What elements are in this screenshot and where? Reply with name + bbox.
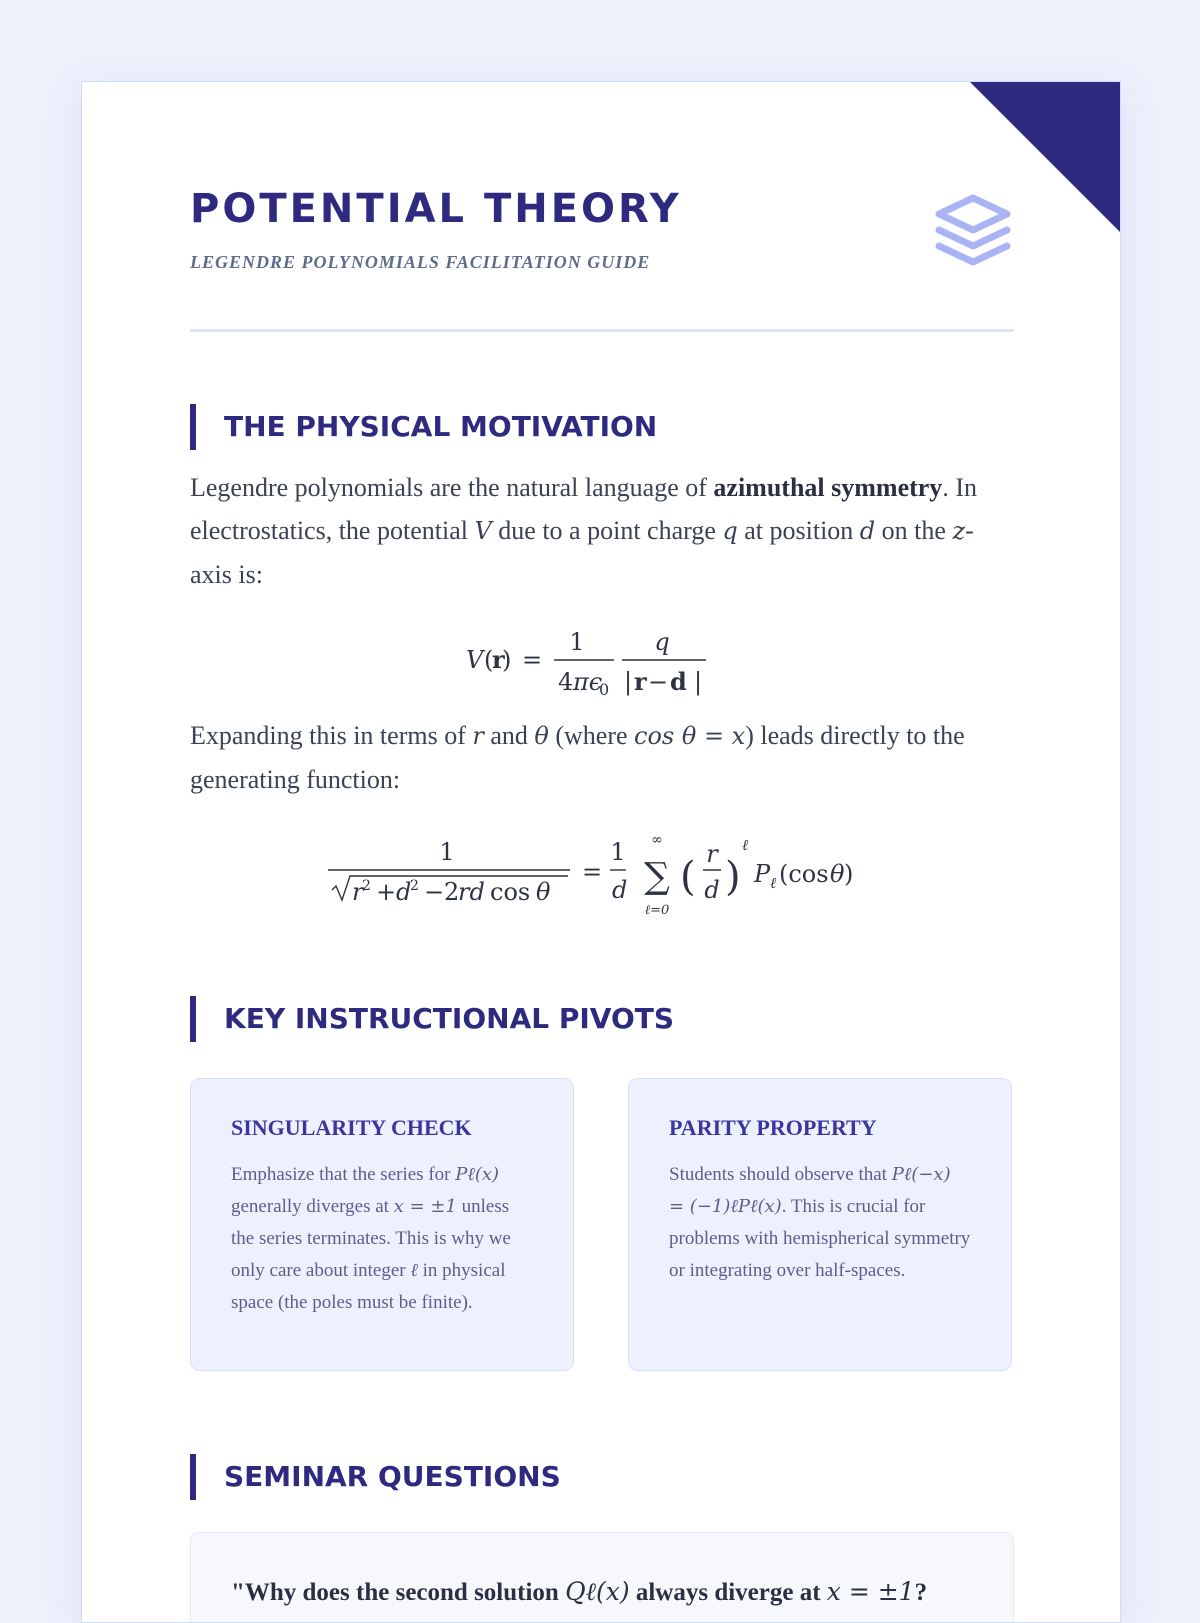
svg-text:): ) (725, 854, 741, 900)
svg-text:1: 1 (610, 838, 626, 866)
motivation-paragraph-1: Legendre polynomials are the natural language of azimuthal symmetry. In electrostatics, the potential V due to a point charge q at position d on the z-axis is: (190, 473, 977, 589)
svg-text:∞: ∞ (651, 832, 663, 848)
card-title: PARITY PROPERTY (669, 1115, 877, 1140)
page-subtitle: LEGENDRE POLYNOMIALS FACILITATION GUIDE (190, 252, 651, 272)
seminar-question-card (190, 1532, 1014, 1623)
svg-text:2: 2 (444, 878, 460, 906)
svg-text:): ) (844, 860, 854, 888)
header-divider (190, 329, 1014, 332)
card-body: Emphasize that the series for Pℓ(x) generally diverges at x = ±1 unless the series terminates. This is why we only care about integer ℓ in physical space (the poles must be finite). (231, 1164, 511, 1313)
card-title: SINGULARITY CHECK (231, 1115, 472, 1140)
svg-text:0: 0 (599, 680, 610, 699)
svg-text:|: | (624, 668, 633, 696)
svg-text:θ: θ (536, 878, 551, 906)
svg-text:+: + (376, 878, 397, 906)
card-body: Students should observe that Pℓ(−x) = (−1)ℓPℓ(x). This is crucial for problems with hemispherical symmetry or integrating over half-spaces. (669, 1164, 971, 1281)
svg-text:θ: θ (830, 860, 845, 888)
svg-text:d: d (612, 876, 628, 904)
seminar-question: "Why does the second solution Qℓ(x) always diverge at x = ±1? (231, 1577, 928, 1606)
svg-text:V: V (466, 646, 484, 674)
svg-text:ℓ=0: ℓ=0 (644, 903, 670, 918)
svg-text:): ) (502, 646, 512, 674)
potential-formula (462, 622, 722, 702)
svg-text:(cos: (cos (779, 860, 829, 888)
svg-text:∑: ∑ (644, 856, 670, 897)
section-heading-pivots: KEY INSTRUCTIONAL PIVOTS (190, 996, 674, 1042)
svg-text:d: d (704, 876, 720, 904)
generating-function-formula (322, 828, 882, 928)
svg-text:πϵ: πϵ (573, 668, 603, 696)
section-heading-motivation: THE PHYSICAL MOTIVATION (190, 404, 657, 450)
parity-property-card (628, 1078, 1012, 1371)
svg-text:−: − (424, 878, 445, 906)
svg-text:(: ( (484, 646, 494, 674)
svg-text:P: P (754, 860, 771, 888)
svg-text:r: r (352, 878, 364, 906)
svg-text:r: r (492, 645, 505, 674)
svg-text:|: | (694, 668, 703, 696)
document-page (81, 81, 1121, 1623)
svg-text:1: 1 (439, 838, 455, 866)
svg-text:rd: rd (458, 878, 485, 906)
singularity-check-card (190, 1078, 574, 1371)
svg-text:ℓ: ℓ (770, 874, 777, 892)
svg-text:ℓ: ℓ (742, 836, 749, 854)
page-title: POTENTIAL THEORY (190, 186, 682, 232)
svg-text:2: 2 (362, 878, 371, 894)
svg-text:−: − (648, 668, 669, 696)
svg-text:=: = (522, 646, 543, 674)
svg-text:=: = (582, 858, 603, 886)
motivation-paragraph-2: Expanding this in terms of r and θ (where cos θ = x) leads directly to the generating function: (190, 721, 965, 794)
svg-text:(: ( (680, 854, 696, 900)
svg-text:q: q (654, 628, 670, 656)
svg-text:4: 4 (558, 668, 574, 696)
svg-text:d: d (670, 667, 687, 696)
svg-text:r: r (634, 667, 647, 696)
svg-text:r: r (706, 840, 718, 868)
svg-text:2: 2 (410, 878, 419, 894)
svg-text:cos: cos (490, 878, 531, 906)
section-heading-seminar: SEMINAR QUESTIONS (190, 1454, 561, 1500)
svg-text:d: d (396, 878, 412, 906)
svg-text:1: 1 (569, 628, 585, 656)
stack-layers-icon (935, 194, 1011, 270)
